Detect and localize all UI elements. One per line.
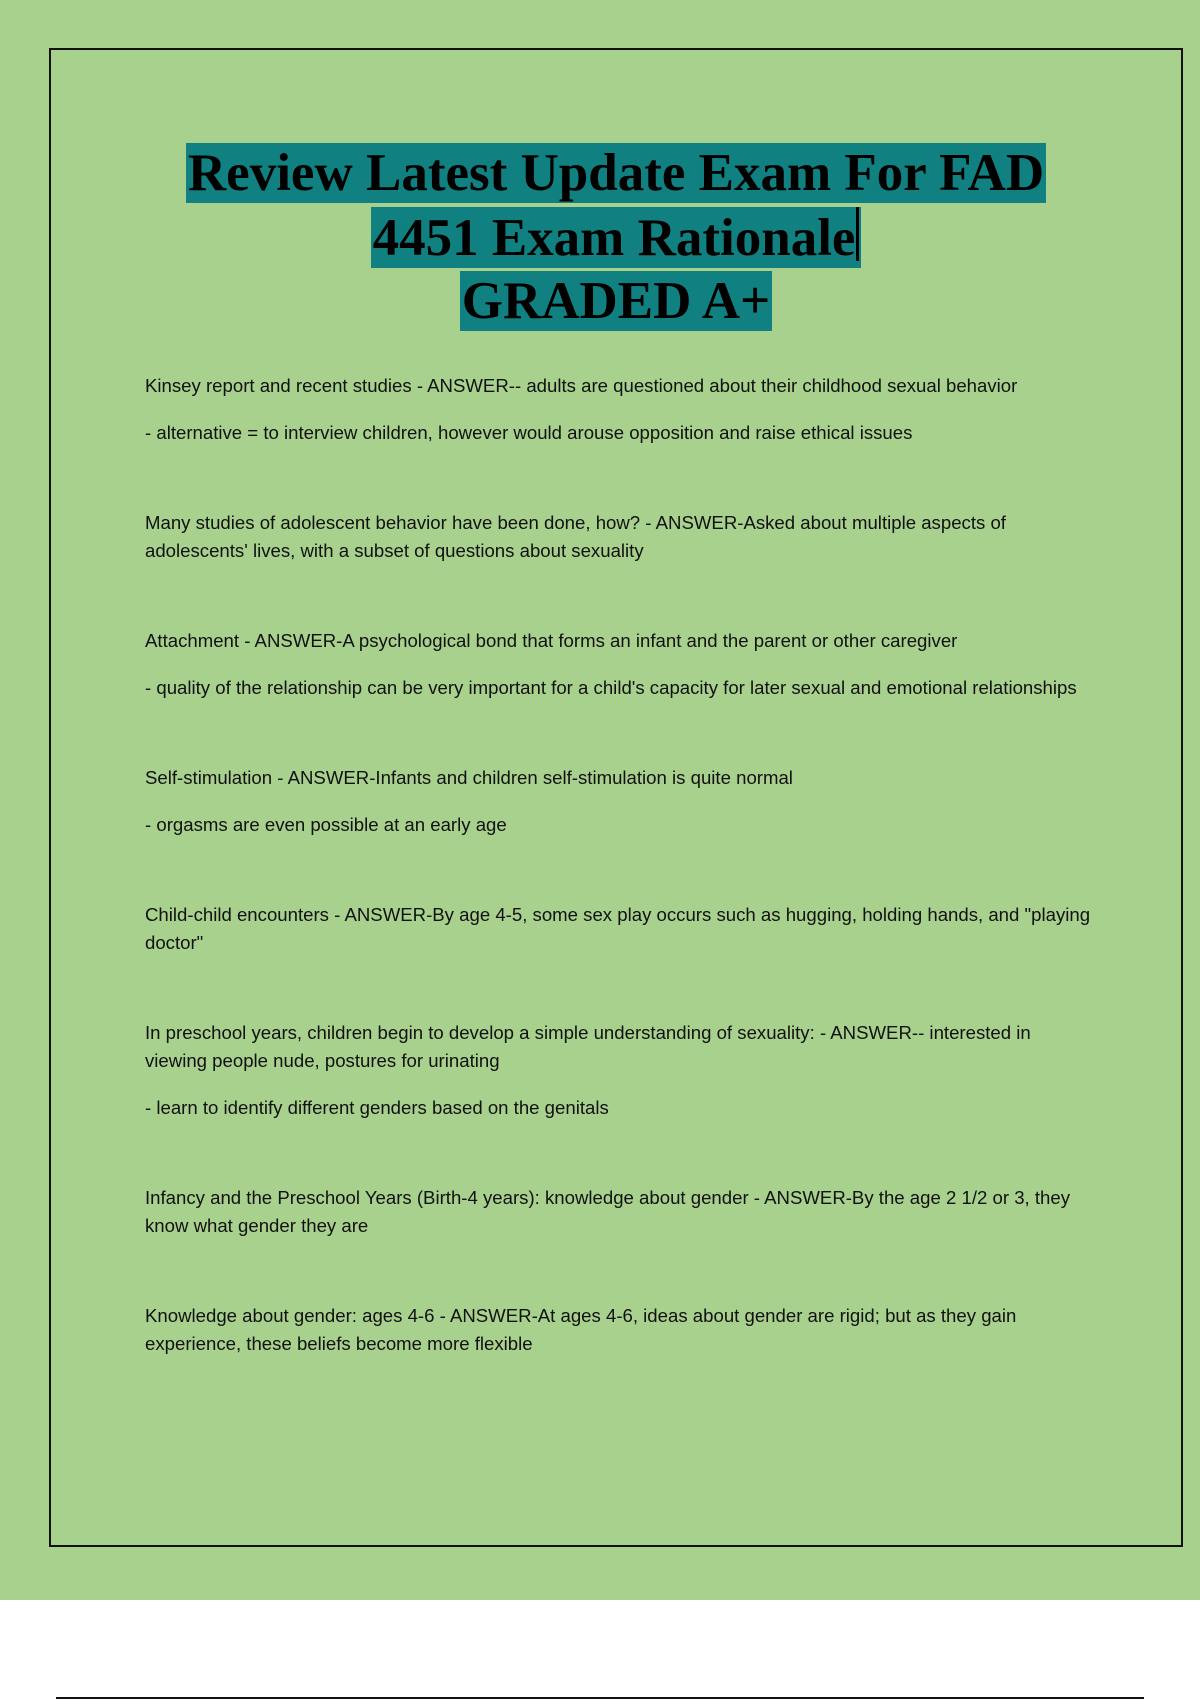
qa-entry xyxy=(145,1184,1095,1240)
qa-entry xyxy=(145,901,1095,957)
qa-entry xyxy=(145,1019,1095,1122)
title-line-2-text: 4451 Exam Rationale xyxy=(372,209,856,267)
qa-entry xyxy=(145,372,1095,447)
qa-question: Infancy and the Preschool Years (Birth-4 years): knowledge about gender - ANSWER-By the age 2 1/2 or 3, they know what gender they are xyxy=(145,1187,1071,1236)
qa-question: Attachment - ANSWER-A psychological bond that forms an infant and the parent or other caregiver xyxy=(145,630,958,651)
text-cursor xyxy=(856,207,859,261)
title-line-1: Review Latest Update Exam For FAD xyxy=(187,144,1045,202)
qa-question: Knowledge about gender: ages 4-6 - ANSWER-At ages 4-6, ideas about gender are rigid; but as they gain experience, these beliefs become more flexible xyxy=(145,1305,1017,1354)
qa-extra: - orgasms are even possible at an early age xyxy=(145,814,507,835)
qa-question: Kinsey report and recent studies - ANSWER-- adults are questioned about their childhood sexual behavior xyxy=(145,375,1018,396)
qa-list xyxy=(145,372,1095,1420)
qa-entry xyxy=(145,1302,1095,1358)
qa-entry xyxy=(145,509,1095,565)
qa-extra: - learn to identify different genders based on the genitals xyxy=(145,1097,609,1118)
qa-question: Many studies of adolescent behavior have been done, how? - ANSWER-Asked about multiple aspects of adolescents' lives, with a subset of questions about sexuality xyxy=(145,512,1006,561)
qa-entry xyxy=(145,627,1095,702)
title-line-2 xyxy=(371,207,862,268)
qa-question: Child-child encounters - ANSWER-By age 4-5, some sex play occurs such as hugging, holding hands, and "playing doctor" xyxy=(145,904,1091,953)
qa-extra: - quality of the relationship can be very important for a child's capacity for later sexual and emotional relationships xyxy=(145,677,1077,698)
qa-question: In preschool years, children begin to develop a simple understanding of sexuality: - ANSWER-- interested in viewing people nude, postures for urinating xyxy=(145,1022,1031,1071)
document-title xyxy=(49,143,1183,335)
footer-rule xyxy=(56,1697,1144,1699)
qa-extra: - alternative = to interview children, however would arouse opposition and raise ethical issues xyxy=(145,422,913,443)
qa-entry xyxy=(145,764,1095,839)
qa-question: Self-stimulation - ANSWER-Infants and children self-stimulation is quite normal xyxy=(145,767,793,788)
grade-label: GRADED A+ xyxy=(461,272,771,330)
